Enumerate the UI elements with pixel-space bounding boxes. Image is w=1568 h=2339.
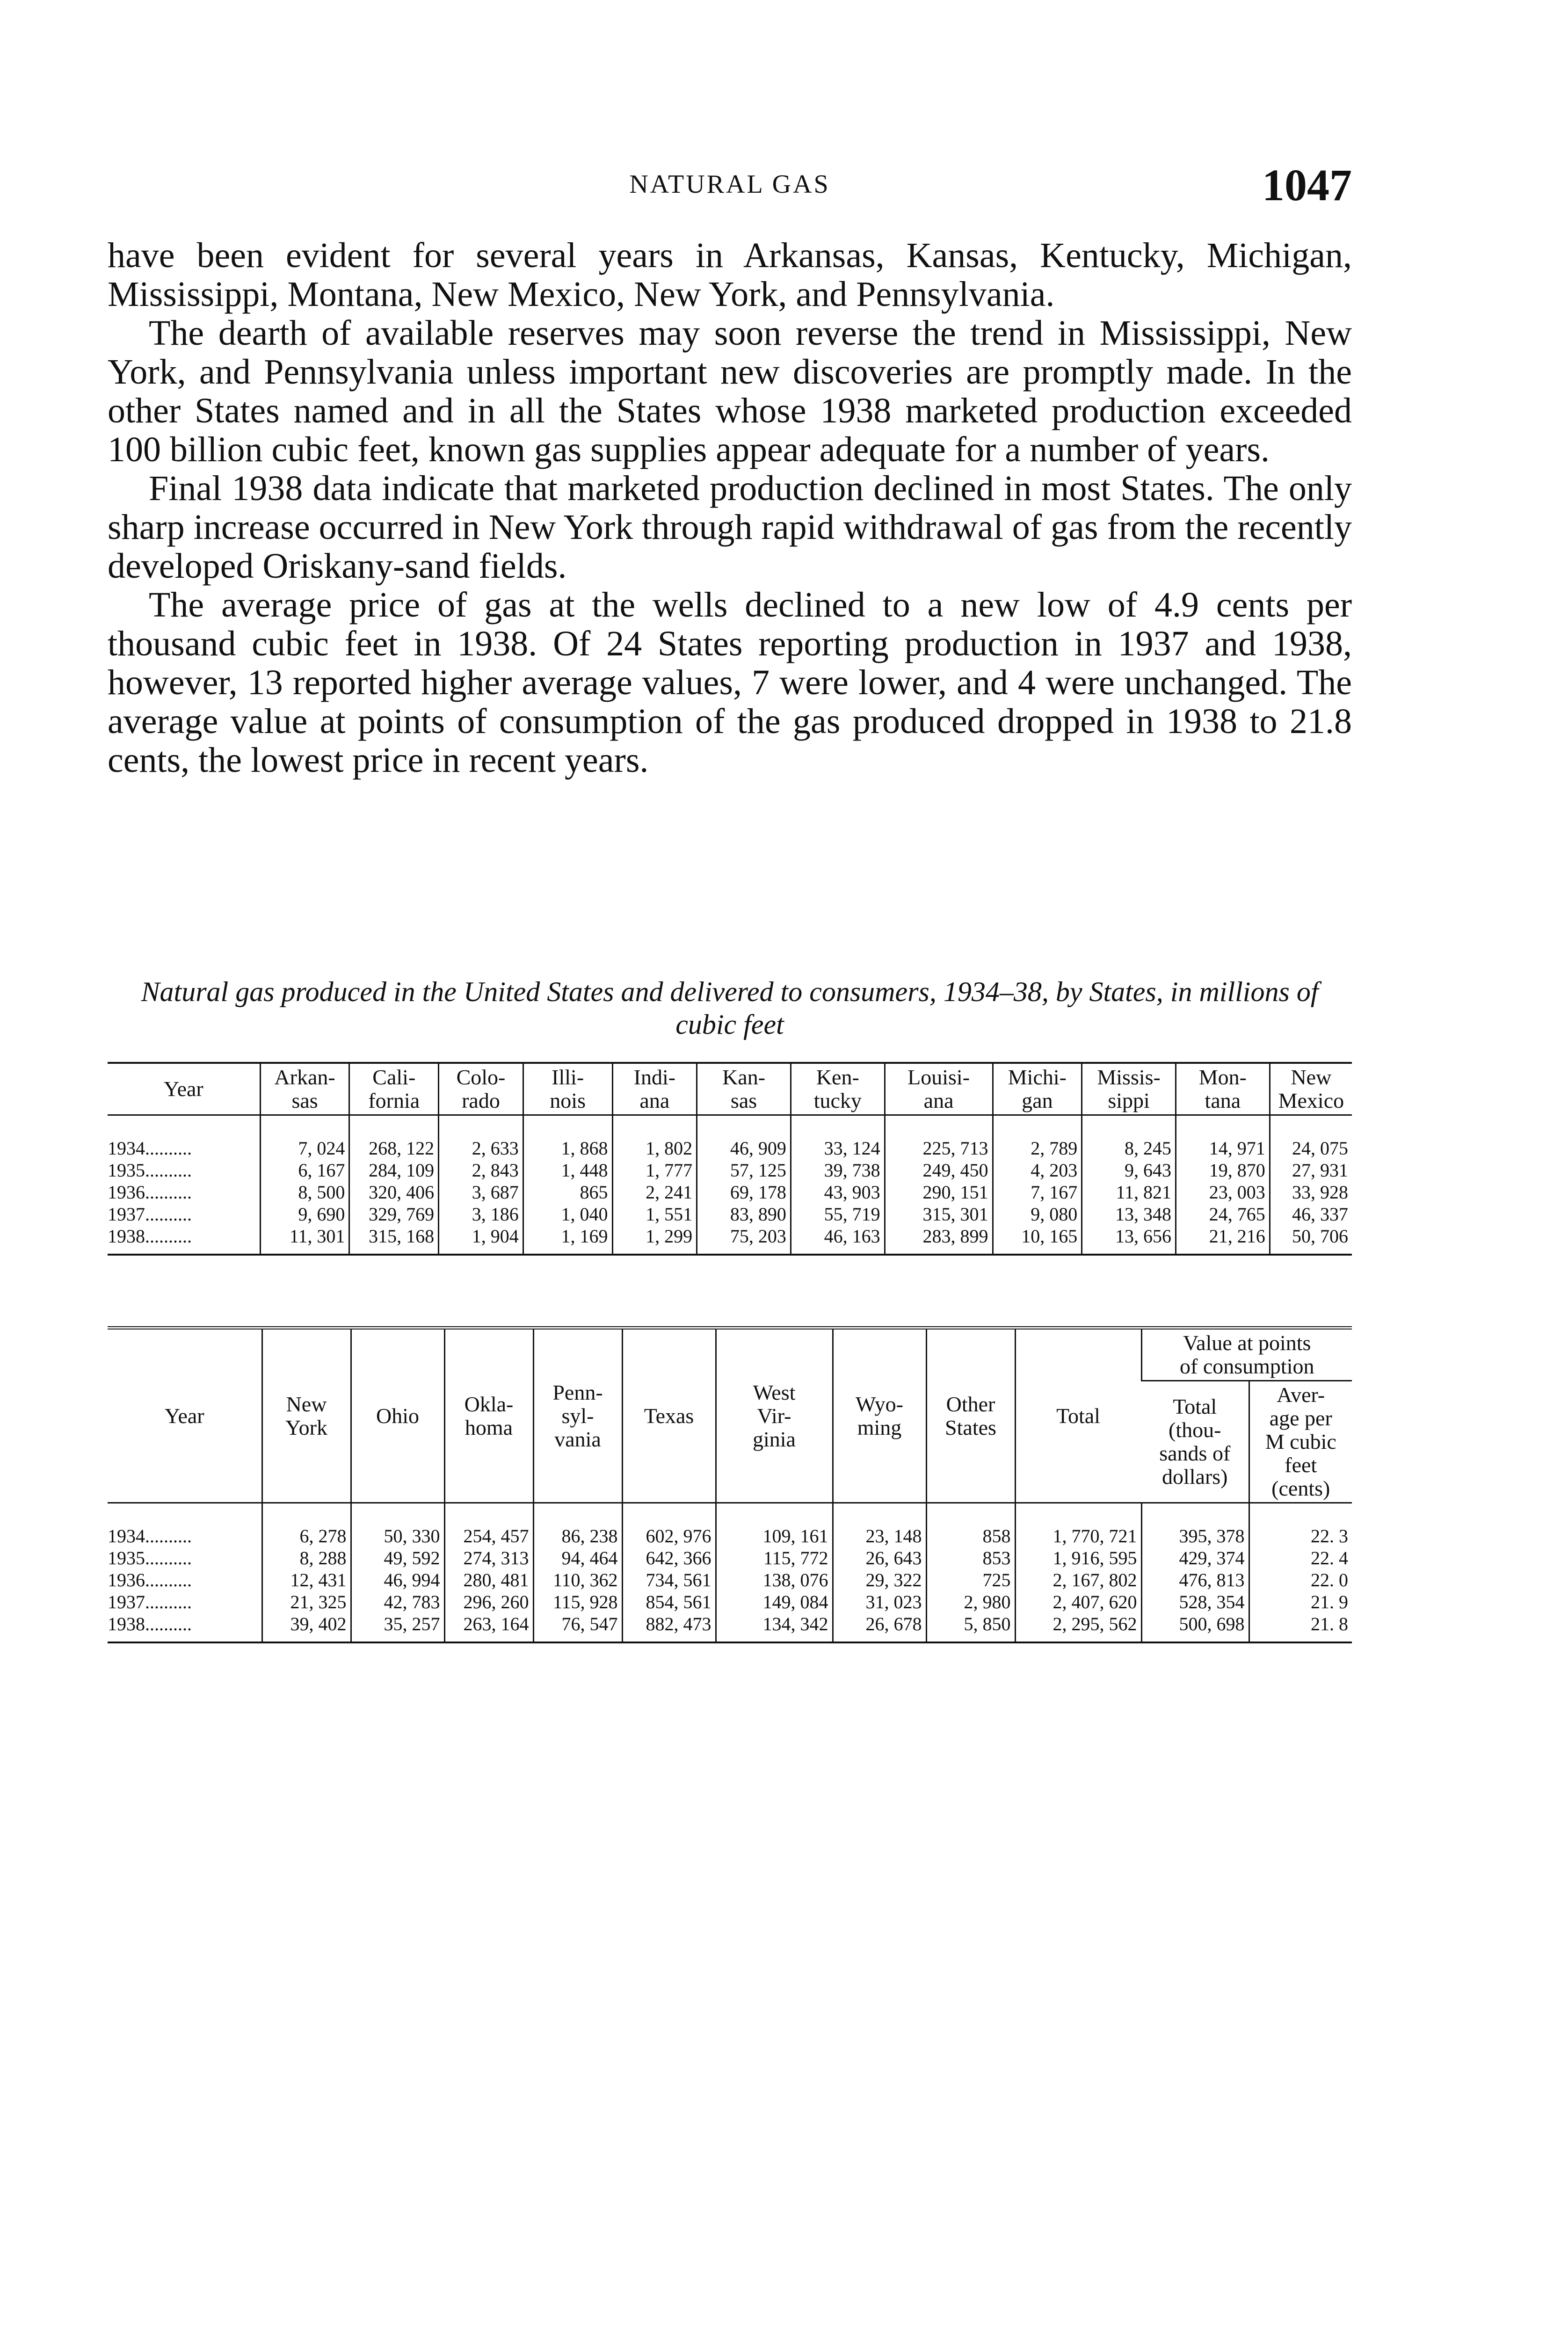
table-cell: 7, 167: [993, 1181, 1082, 1203]
table-cell: 13, 656: [1082, 1225, 1176, 1255]
table-cell: 110, 362: [533, 1569, 622, 1591]
column-header: New York: [262, 1328, 351, 1503]
table-cell: 296, 260: [444, 1591, 533, 1613]
table-header-row: [108, 1328, 1352, 1381]
column-header: Michi- gan: [993, 1063, 1082, 1115]
table-header-row: [108, 1063, 1352, 1115]
table-cell: 21. 9: [1249, 1591, 1352, 1613]
table-row: [108, 1503, 1352, 1547]
table-cell: 9, 690: [260, 1203, 349, 1225]
table-cell: 43, 903: [791, 1181, 885, 1203]
table-cell: 21. 8: [1249, 1613, 1352, 1642]
column-header: Year: [108, 1063, 260, 1115]
table-cell: 13, 348: [1082, 1203, 1176, 1225]
table-cell: 115, 928: [533, 1591, 622, 1613]
table-cell: 8, 245: [1082, 1115, 1176, 1160]
paragraph: The average price of gas at the wells declined to a new low of 4.9 cents per thousand cubic feet in 1938. Of 24 States reporting production in 1937 and 1938, however, 13 reported higher average values, 7 were lower, and 4 were unchanged. The average value at points of consumption of the gas produced dropped in 1938 to 21.8 cents, the lowest price in recent years.: [108, 585, 1352, 780]
table-cell: 1, 904: [439, 1225, 523, 1255]
column-header: Arkan- sas: [260, 1063, 349, 1115]
section-title: NATURAL GAS: [629, 170, 830, 199]
column-header: Louisi- ana: [885, 1063, 993, 1115]
column-header: Kan- sas: [697, 1063, 791, 1115]
table-cell: 21, 216: [1176, 1225, 1270, 1255]
table-caption: Natural gas produced in the United States and delivered to consumers, 1934–38, by States, in millions of cubic feet: [141, 976, 1319, 1040]
row-year: 1938..........: [108, 1226, 192, 1247]
table-row: [108, 1225, 1352, 1255]
table-cell: 31, 023: [833, 1591, 926, 1613]
table-cell: 3, 186: [439, 1203, 523, 1225]
table-cell: 274, 313: [444, 1547, 533, 1569]
table-cell: 55, 719: [791, 1203, 885, 1225]
row-year: 1935..........: [108, 1160, 192, 1181]
table-cell: 76, 547: [533, 1613, 622, 1642]
table-cell: 149, 084: [716, 1591, 833, 1613]
column-header: Total: [1015, 1328, 1141, 1503]
running-head: [108, 159, 1352, 211]
column-header: Penn- syl- vania: [533, 1328, 622, 1503]
table-row: [108, 1203, 1352, 1225]
table-cell: 19, 870: [1176, 1159, 1270, 1181]
table-cell: 1, 868: [523, 1115, 612, 1160]
table-cell: 2, 843: [439, 1159, 523, 1181]
table-cell: 725: [926, 1569, 1015, 1591]
table-cell: 2, 241: [612, 1181, 697, 1203]
column-header: Colo- rado: [439, 1063, 523, 1115]
table-cell: 225, 713: [885, 1115, 993, 1160]
page-number: 1047: [1262, 160, 1352, 210]
table-cell: 27, 931: [1270, 1159, 1352, 1181]
table-cell: 35, 257: [351, 1613, 444, 1642]
column-header: Missis- sippi: [1082, 1063, 1176, 1115]
table-cell: 46, 163: [791, 1225, 885, 1255]
table-cell: 1, 916, 595: [1015, 1547, 1141, 1569]
row-year: 1936..........: [108, 1569, 192, 1591]
table-cell: 94, 464: [533, 1547, 622, 1569]
table-cell: 50, 330: [351, 1503, 444, 1547]
table-cell: 6, 167: [260, 1159, 349, 1181]
table-cell: 23, 148: [833, 1503, 926, 1547]
table-cell: 83, 890: [697, 1203, 791, 1225]
column-header: Okla- homa: [444, 1328, 533, 1503]
table-cell: 22. 4: [1249, 1547, 1352, 1569]
table-cell: 23, 003: [1176, 1181, 1270, 1203]
table-cell: 5, 850: [926, 1613, 1015, 1642]
table-cell: 46, 909: [697, 1115, 791, 1160]
table-row: [108, 1159, 1352, 1181]
column-header: Cali- fornia: [349, 1063, 439, 1115]
table-cell: 283, 899: [885, 1225, 993, 1255]
table-cell: 109, 161: [716, 1503, 833, 1547]
table-cell: 2, 295, 562: [1015, 1613, 1141, 1642]
table-cell: 1, 448: [523, 1159, 612, 1181]
table-cell: 1, 770, 721: [1015, 1503, 1141, 1547]
table-cell: 315, 168: [349, 1225, 439, 1255]
sub-column-header: Total (thou- sands of dollars): [1141, 1381, 1249, 1503]
table-cell: 429, 374: [1141, 1547, 1249, 1569]
table-cell: 138, 076: [716, 1569, 833, 1591]
column-header: Texas: [622, 1328, 716, 1503]
table-cell: 49, 592: [351, 1547, 444, 1569]
group-header: Value at points of consumption: [1141, 1328, 1352, 1381]
table-cell: 858: [926, 1503, 1015, 1547]
table-cell: 528, 354: [1141, 1591, 1249, 1613]
body-text: [108, 236, 1352, 780]
table-cell: 1, 777: [612, 1159, 697, 1181]
table-cell: 11, 821: [1082, 1181, 1176, 1203]
table-cell: 1, 040: [523, 1203, 612, 1225]
table-cell: 115, 772: [716, 1547, 833, 1569]
table-cell: 50, 706: [1270, 1225, 1352, 1255]
gas-production-table-part-1: [108, 1062, 1352, 1256]
table-cell: 57, 125: [697, 1159, 791, 1181]
table-cell: 75, 203: [697, 1225, 791, 1255]
table-cell: 7, 024: [260, 1115, 349, 1160]
table-cell: 853: [926, 1547, 1015, 1569]
table-cell: 2, 633: [439, 1115, 523, 1160]
table-cell: 395, 378: [1141, 1503, 1249, 1547]
table-cell: 854, 561: [622, 1591, 716, 1613]
column-header: Illi- nois: [523, 1063, 612, 1115]
column-header: Year: [108, 1328, 262, 1503]
table-cell: 734, 561: [622, 1569, 716, 1591]
table-cell: 284, 109: [349, 1159, 439, 1181]
table-cell: 1, 551: [612, 1203, 697, 1225]
table-cell: 1, 802: [612, 1115, 697, 1160]
row-year: 1934..........: [108, 1525, 192, 1547]
column-header: Ohio: [351, 1328, 444, 1503]
table-cell: 1, 169: [523, 1225, 612, 1255]
column-header: Other States: [926, 1328, 1015, 1503]
paragraph: have been evident for several years in Arkansas, Kansas, Kentucky, Michigan, Mississippi, Montana, New Mexico, New York, and Pennsylvania.: [108, 236, 1352, 314]
table-cell: 24, 075: [1270, 1115, 1352, 1160]
table-row: [108, 1181, 1352, 1203]
table-row: [108, 1613, 1352, 1642]
table-row: [108, 1569, 1352, 1591]
table-cell: 500, 698: [1141, 1613, 1249, 1642]
table-cell: 2, 407, 620: [1015, 1591, 1141, 1613]
row-year: 1935..........: [108, 1547, 192, 1569]
table-cell: 24, 765: [1176, 1203, 1270, 1225]
table-cell: 4, 203: [993, 1159, 1082, 1181]
table-cell: 3, 687: [439, 1181, 523, 1203]
column-header: New Mexico: [1270, 1063, 1352, 1115]
table-cell: 12, 431: [262, 1569, 351, 1591]
column-header: Ken- tucky: [791, 1063, 885, 1115]
table-cell: 602, 976: [622, 1503, 716, 1547]
table-cell: 69, 178: [697, 1181, 791, 1203]
table-cell: 290, 151: [885, 1181, 993, 1203]
table-cell: 14, 971: [1176, 1115, 1270, 1160]
sub-column-header: Aver- age per M cubic feet (cents): [1249, 1381, 1352, 1503]
table-cell: 26, 643: [833, 1547, 926, 1569]
table-cell: 11, 301: [260, 1225, 349, 1255]
table-cell: 280, 481: [444, 1569, 533, 1591]
table-cell: 882, 473: [622, 1613, 716, 1642]
table-cell: 33, 928: [1270, 1181, 1352, 1203]
table-cell: 134, 342: [716, 1613, 833, 1642]
paragraph: Final 1938 data indicate that marketed production declined in most States. The only sharp increase occurred in New York through rapid withdrawal of gas from the recently developed Oriskany-sand fields.: [108, 469, 1352, 586]
table-cell: 6, 278: [262, 1503, 351, 1547]
table-cell: 1, 299: [612, 1225, 697, 1255]
table-cell: 642, 366: [622, 1547, 716, 1569]
row-year: 1937..........: [108, 1204, 192, 1225]
table-cell: 320, 406: [349, 1181, 439, 1203]
table-row: [108, 1547, 1352, 1569]
row-year: 1937..........: [108, 1591, 192, 1613]
table-cell: 2, 167, 802: [1015, 1569, 1141, 1591]
table-cell: 476, 813: [1141, 1569, 1249, 1591]
table-cell: 22. 3: [1249, 1503, 1352, 1547]
table-cell: 315, 301: [885, 1203, 993, 1225]
table-cell: 9, 080: [993, 1203, 1082, 1225]
table-cell: 249, 450: [885, 1159, 993, 1181]
table-cell: 268, 122: [349, 1115, 439, 1160]
table-cell: 26, 678: [833, 1613, 926, 1642]
column-header: Wyo- ming: [833, 1328, 926, 1503]
table-cell: 10, 165: [993, 1225, 1082, 1255]
table-cell: 263, 164: [444, 1613, 533, 1642]
table-cell: 86, 238: [533, 1503, 622, 1547]
column-header: Mon- tana: [1176, 1063, 1270, 1115]
table-cell: 21, 325: [262, 1591, 351, 1613]
table-cell: 39, 738: [791, 1159, 885, 1181]
table-row: [108, 1591, 1352, 1613]
table-cell: 22. 0: [1249, 1569, 1352, 1591]
table-cell: 46, 994: [351, 1569, 444, 1591]
table-cell: 254, 457: [444, 1503, 533, 1547]
table-cell: 39, 402: [262, 1613, 351, 1642]
row-year: 1936..........: [108, 1182, 192, 1203]
column-header: Indi- ana: [612, 1063, 697, 1115]
table-cell: 42, 783: [351, 1591, 444, 1613]
table-cell: 33, 124: [791, 1115, 885, 1160]
gas-production-table-part-2: [108, 1326, 1352, 1643]
table-cell: 9, 643: [1082, 1159, 1176, 1181]
table-cell: 329, 769: [349, 1203, 439, 1225]
column-header: West Vir- ginia: [716, 1328, 833, 1503]
table-cell: 2, 980: [926, 1591, 1015, 1613]
table-cell: 8, 500: [260, 1181, 349, 1203]
table-cell: 865: [523, 1181, 612, 1203]
table-cell: 46, 337: [1270, 1203, 1352, 1225]
table-row: [108, 1115, 1352, 1160]
row-year: 1938..........: [108, 1613, 192, 1634]
table-cell: 2, 789: [993, 1115, 1082, 1160]
table-cell: 29, 322: [833, 1569, 926, 1591]
table-cell: 8, 288: [262, 1547, 351, 1569]
row-year: 1934..........: [108, 1138, 192, 1159]
paragraph: The dearth of available reserves may soon reverse the trend in Mississippi, New York, and Pennsylvania unless important new discoveries are promptly made. In the other States named and in all the States whose 1938 marketed production exceeded 100 billion cubic feet, known gas supplies appear adequate for a number of years.: [108, 313, 1352, 469]
